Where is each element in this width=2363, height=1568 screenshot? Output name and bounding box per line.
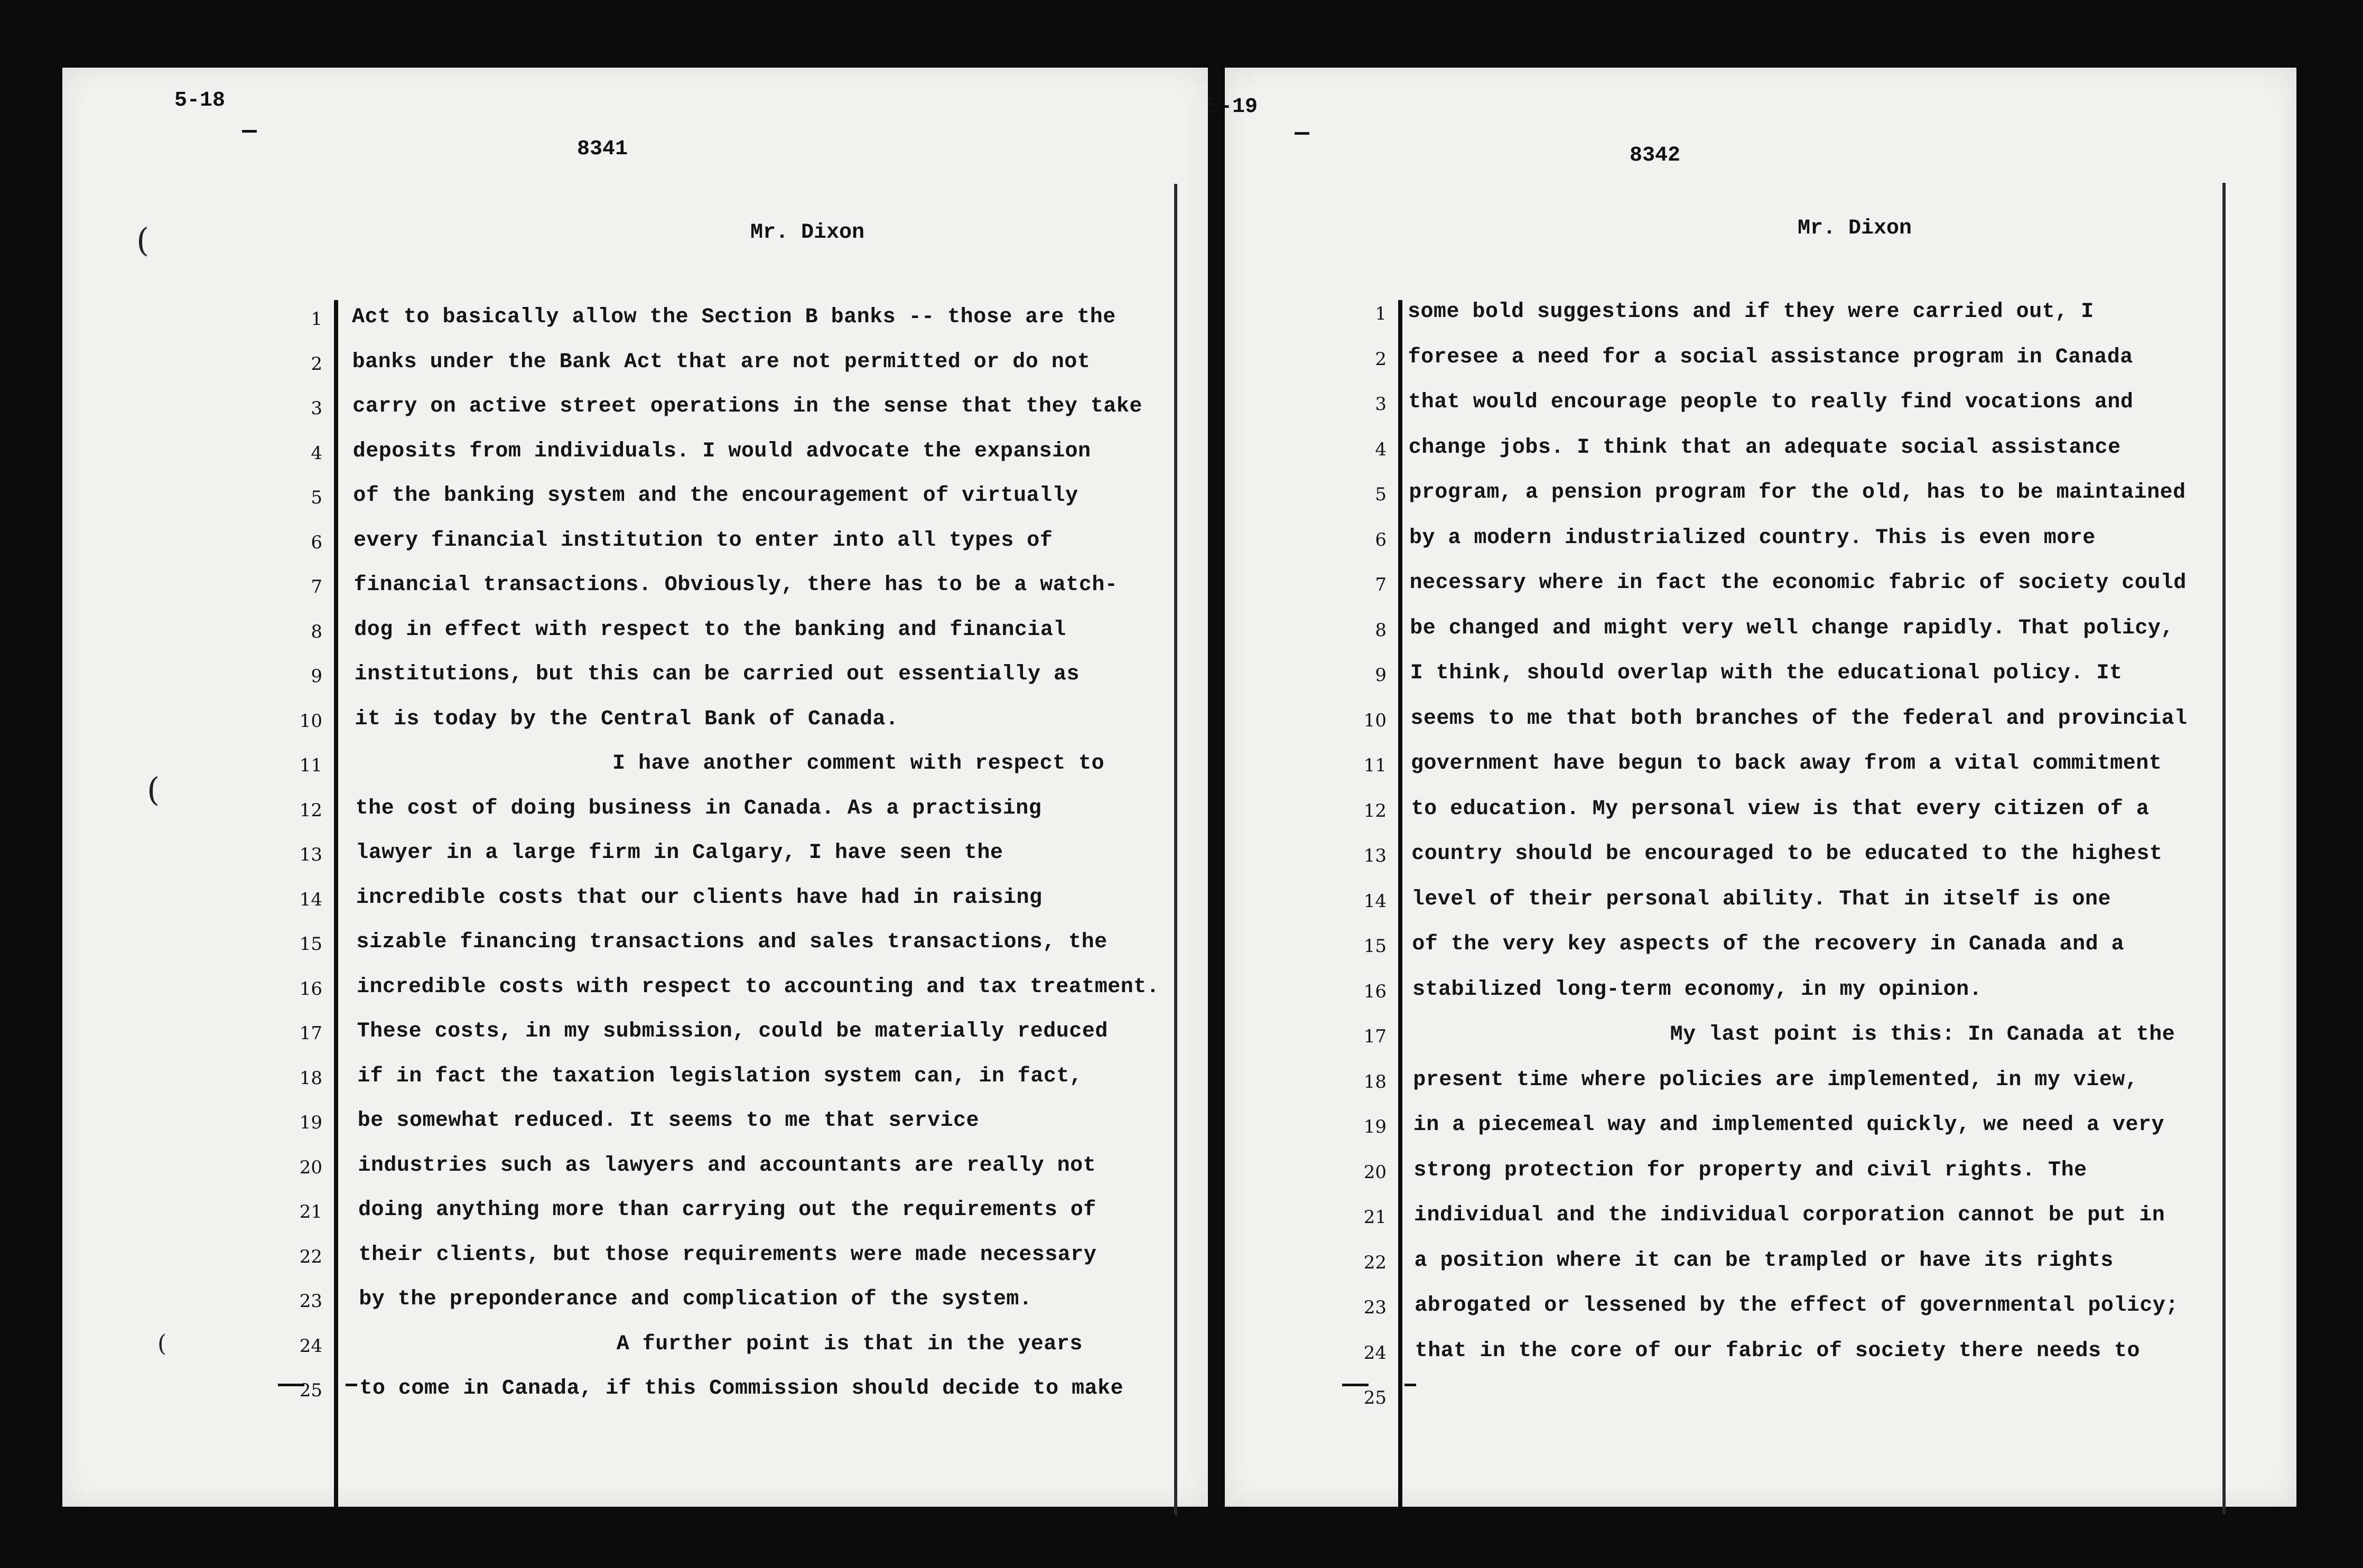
line-number: 18 — [299, 1067, 322, 1089]
line-number: 17 — [299, 1023, 322, 1044]
line-number: 16 — [299, 978, 322, 1000]
right-page — [1207, 68, 2296, 1507]
line-number: 24 — [1363, 1342, 1387, 1364]
speaker-heading: Mr. Dixon — [1798, 217, 1912, 240]
line-number: 3 — [311, 398, 322, 419]
transcript-line: industries such as lawyers and accountants are really not — [358, 1153, 1096, 1178]
line-number: 6 — [311, 531, 322, 553]
margin-mark: ( — [147, 770, 160, 809]
page-reference-dash — [242, 130, 257, 133]
page-reference-dash — [1295, 132, 1309, 135]
transcript-line: if in fact the taxation legislation system can, in fact, — [357, 1064, 1083, 1088]
line-number: 11 — [1363, 755, 1387, 776]
line-number: 10 — [299, 710, 322, 732]
transcript-line: it is today by the Central Bank of Canada. — [355, 707, 899, 731]
margin-mark: ( — [136, 221, 150, 259]
transcript-line: necessary where in fact the economic fabric of society could — [1409, 571, 2187, 595]
line-number: 23 — [1363, 1297, 1387, 1318]
line-number: 4 — [311, 442, 322, 464]
page-reference: 5-19 — [1207, 95, 1258, 119]
line-number-rule — [1398, 300, 1402, 1552]
line-number: 10 — [1363, 710, 1387, 731]
transcript-line: My last point is this: In Canada at the — [1670, 1023, 2175, 1047]
transcript-line: sizable financing transactions and sales transactions, the — [356, 930, 1108, 954]
line-25-dash — [346, 1384, 357, 1386]
transcript-line: carry on active street operations in the sense that they take — [352, 395, 1142, 418]
transcript-line: be somewhat reduced. It seems to me that service — [357, 1109, 979, 1133]
line-25-dash — [1342, 1384, 1369, 1386]
line-number: 24 — [299, 1335, 322, 1357]
transcript-line: that in the core of our fabric of society there needs to — [1415, 1339, 2141, 1363]
transcript-line: foresee a need for a social assistance program in Canada — [1408, 345, 2133, 369]
transcript-line: that would encourage people to really find vocations and — [1408, 390, 2134, 414]
margin-mark: ( — [157, 1330, 167, 1357]
transcript-line: A further point is that in the years — [616, 1332, 1083, 1356]
line-number: 25 — [299, 1380, 322, 1401]
line-number: 4 — [1375, 438, 1387, 460]
line-number: 11 — [299, 755, 322, 776]
transcript-line: every financial institution to enter into all types of — [353, 528, 1053, 553]
transcript-line: incredible costs that our clients have had in raising — [356, 885, 1043, 910]
transcript-line: deposits from individuals. I would advocate the expansion — [352, 439, 1091, 463]
page-number: 8342 — [1630, 144, 1681, 167]
transcript-line: be changed and might very well change rapidly. That policy, — [1410, 616, 2174, 640]
line-number: 14 — [1363, 890, 1387, 912]
line-number: 20 — [299, 1156, 322, 1178]
line-number: 9 — [1375, 665, 1387, 686]
transcript-line: financial transactions. Obviously, there has to be a watch- — [353, 573, 1118, 597]
line-number: 14 — [299, 889, 322, 910]
transcript-line: incredible costs with respect to accounting and tax treatment. — [357, 975, 1160, 999]
line-number: 15 — [1363, 936, 1387, 957]
transcript-line: seems to me that both branches of the federal and provincial — [1410, 706, 2188, 731]
line-number-rule — [334, 300, 338, 1552]
line-number: 2 — [1375, 348, 1387, 370]
line-number: 22 — [299, 1246, 322, 1267]
line-number: 13 — [299, 844, 322, 865]
transcript-line: change jobs. I think that an adequate social assistance — [1408, 435, 2121, 460]
line-number: 7 — [1375, 574, 1387, 595]
line-number: 12 — [299, 799, 322, 821]
transcript-line: by the preponderance and complication of the system. — [359, 1287, 1032, 1311]
transcript-line: dog in effect with respect to the banking and financial — [354, 618, 1066, 642]
right-margin-rule — [2222, 183, 2226, 1514]
line-number: 3 — [1375, 394, 1387, 415]
transcript-line: lawyer in a large firm in Calgary, I have seen the — [356, 841, 1003, 865]
line-number: 7 — [311, 576, 322, 598]
line-number: 5 — [1375, 484, 1387, 505]
speaker-heading: Mr. Dixon — [750, 221, 865, 245]
line-number: 21 — [299, 1201, 322, 1222]
transcript-line: Act to basically allow the Section B banks -- those are the — [352, 305, 1116, 329]
line-number: 9 — [311, 666, 322, 687]
line-number: 22 — [1363, 1252, 1387, 1273]
line-number: 8 — [1375, 619, 1387, 641]
line-number: 12 — [1363, 800, 1387, 822]
line-number: 5 — [311, 487, 322, 508]
line-number: 6 — [1375, 529, 1387, 550]
line-number: 25 — [1363, 1387, 1387, 1408]
transcript-line: institutions, but this can be carried out essentially as — [354, 662, 1080, 686]
transcript-line: individual and the individual corporation cannot be put in — [1414, 1203, 2165, 1227]
page-reference: 5-18 — [174, 89, 226, 113]
line-25-dash — [1404, 1384, 1416, 1386]
transcript-line: abrogated or lessened by the effect of governmental policy; — [1415, 1294, 2179, 1318]
left-page — [62, 68, 1208, 1507]
transcript-line: the cost of doing business in Canada. As a practising — [355, 796, 1042, 820]
transcript-line: to come in Canada, if this Commission should decide to make — [359, 1377, 1124, 1401]
line-number: 1 — [311, 309, 322, 330]
right-margin-rule — [1174, 184, 1177, 1515]
transcript-line: program, a pension program for the old, has to be maintained — [1409, 481, 2186, 505]
transcript-line: a position where it can be trampled or have its rights — [1414, 1248, 2114, 1273]
transcript-line: strong protection for property and civil rights. The — [1413, 1158, 2087, 1182]
line-number: 18 — [1363, 1071, 1387, 1093]
line-number: 1 — [1375, 303, 1387, 324]
page-number: 8341 — [577, 137, 628, 161]
line-number: 16 — [1363, 981, 1387, 1002]
transcript-line: country should be encouraged to be educated to the highest — [1411, 842, 2163, 866]
transcript-line: These costs, in my submission, could be materially reduced — [357, 1020, 1108, 1043]
transcript-line: I have another comment with respect to — [612, 752, 1105, 776]
line-number: 2 — [311, 353, 322, 375]
line-number: 20 — [1363, 1161, 1387, 1183]
line-number: 17 — [1363, 1026, 1387, 1047]
transcript-line: level of their personal ability. That in itself is one — [1411, 887, 2111, 911]
line-number: 13 — [1363, 845, 1387, 866]
line-number: 19 — [1363, 1116, 1387, 1137]
transcript-line: to education. My personal view is that every citizen of a — [1411, 797, 2150, 821]
line-number: 19 — [299, 1112, 322, 1133]
line-number: 8 — [311, 621, 322, 642]
transcript-line: of the very key aspects of the recovery in Canada and a — [1412, 932, 2125, 956]
line-number: 21 — [1363, 1207, 1387, 1228]
transcript-line: present time where policies are implemented, in my view, — [1413, 1068, 2138, 1092]
transcript-line: stabilized long-term economy, in my opinion. — [1412, 977, 1983, 1002]
transcript-line: banks under the Bank Act that are not permitted or do not — [352, 350, 1091, 374]
transcript-line: their clients, but those requirements were made necessary — [358, 1243, 1097, 1267]
transcript-line: in a piecemeal way and implemented quickly, we need a very — [1413, 1113, 2165, 1137]
transcript-line: I think, should overlap with the educational policy. It — [1410, 661, 2123, 685]
transcript-line: by a modern industrialized country. This is even more — [1409, 526, 2096, 550]
transcript-line: some bold suggestions and if they were carried out, I — [1408, 300, 2094, 324]
transcript-line: government have begun to back away from a vital commitment — [1411, 752, 2162, 776]
line-number: 23 — [299, 1291, 322, 1312]
transcript-line: of the banking system and the encouragement of virtually — [353, 484, 1078, 508]
line-number: 15 — [299, 934, 322, 955]
transcript-line: doing anything more than carrying out the requirements of — [358, 1198, 1096, 1222]
